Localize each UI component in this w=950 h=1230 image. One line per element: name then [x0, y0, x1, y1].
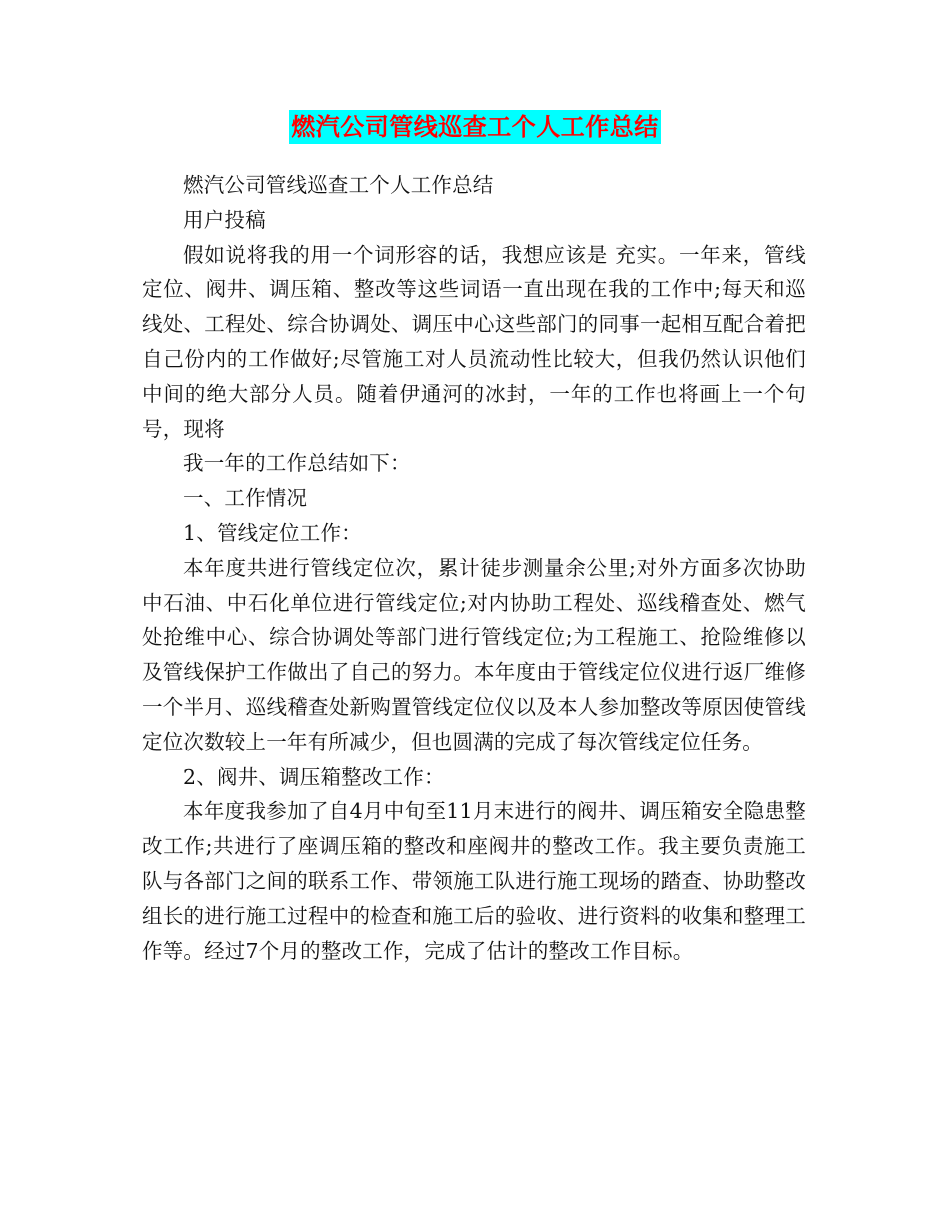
subheading-valve-rectification: 2、阀井、调压箱整改工作：	[183, 764, 445, 789]
paragraph-summary-lead: 我一年的工作总结如下：	[183, 451, 411, 476]
paragraph-intro: 假如说将我的用一个词形容的话，我想应该是 充实。一年来，管线定位、阀井、调压箱、整改等这些词语一直出现在我的工作中;每天和巡线处、工程处、综合协调处、调压中心这些部门的同事一起相互配合着把自己份内的工作做好;尽管施工对人员流动性比较大，但我仍然认识他们中间的绝大部分人员。随着伊通河的冰封，一年的工作也将画上一个句号，现将	[142, 242, 806, 441]
document-title: 燃汽公司管线巡查工个人工作总结	[289, 110, 661, 144]
title-container	[0, 110, 950, 144]
paragraph-source: 用户投稿	[183, 207, 266, 232]
paragraph-pipeline-location: 本年度共进行管线定位次，累计徒步测量余公里;对外方面多次协助中石油、中石化单位进行管线定位;对内协助工程处、巡线稽查处、燃气处抢维中心、综合协调处等部门进行管线定位;为工程施工、抢险维修以及管线保护工作做出了自己的努力。本年度由于管线定位仪进行返厂维修一个半月、巡线稽查处新购置管线定位仪以及本人参加整改等原因使管线定位次数较上一年有所减少，但也圆满的完成了每次管线定位任务。	[142, 555, 806, 754]
paragraph-subtitle: 燃汽公司管线巡查工个人工作总结	[183, 173, 494, 197]
document-body	[142, 168, 806, 968]
paragraph-valve-rectification: 本年度我参加了自4月中旬至11月末进行的阀井、调压箱安全隐患整改工作;共进行了座调压箱的整改和座阀井的整改工作。我主要负责施工队与各部门之间的联系工作、带领施工队进行施工现场的踏查、协助整改组长的进行施工过程中的检查和施工后的验收、进行资料的收集和整理工作等。经过7个月的整改工作，完成了估计的整改工作目标。	[142, 799, 806, 963]
subheading-pipeline-location: 1、管线定位工作：	[183, 520, 362, 545]
section-heading-work: 一、工作情况	[183, 486, 308, 511]
